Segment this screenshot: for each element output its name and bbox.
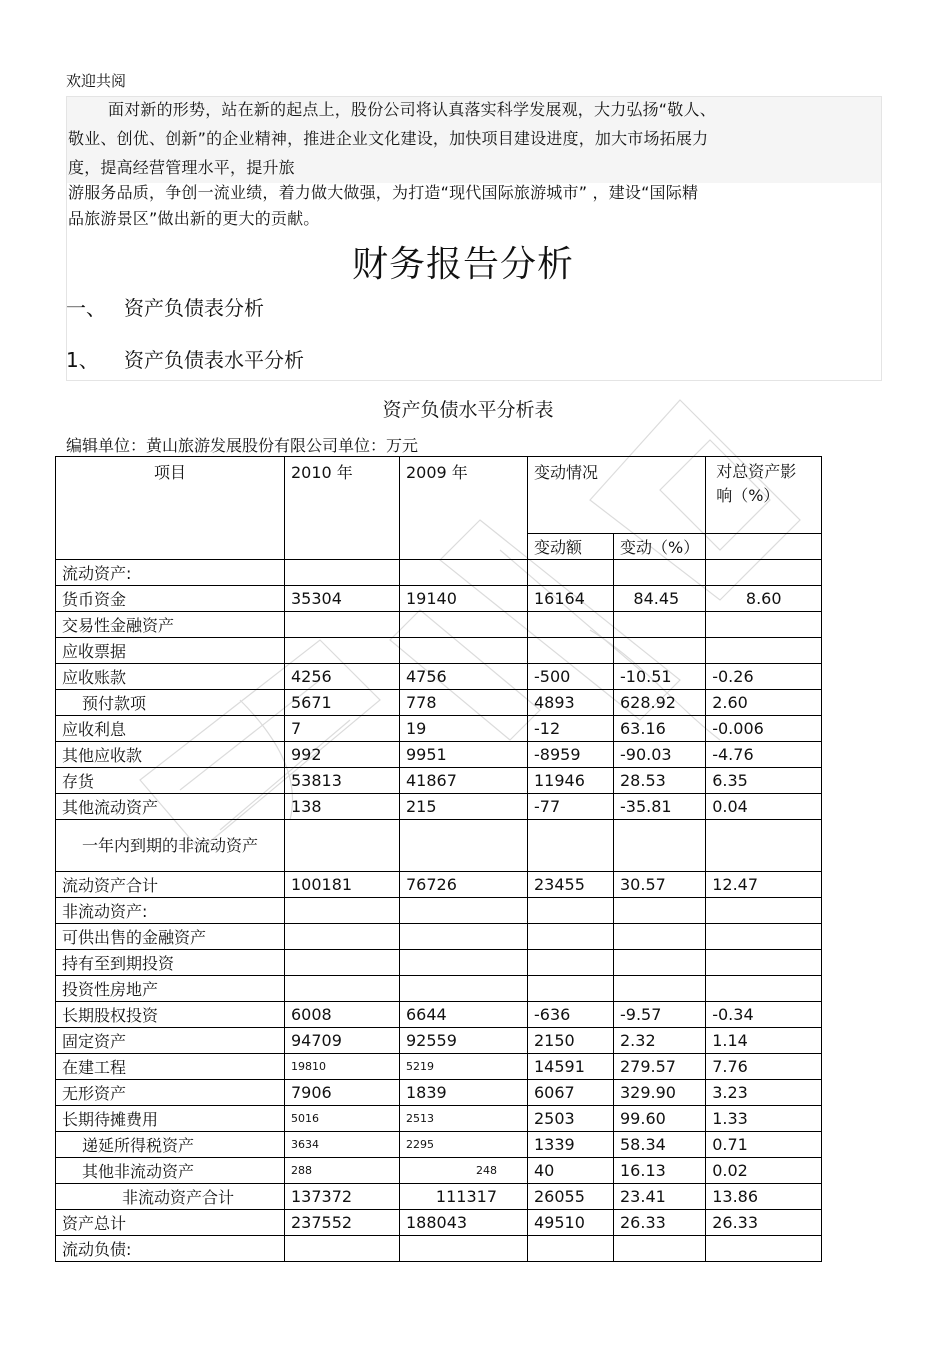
table-row xyxy=(56,1184,822,1210)
cell-change-amount: -500 xyxy=(528,664,614,690)
table-row xyxy=(56,1236,822,1262)
table-row xyxy=(56,1158,822,1184)
cell-change-pct: 63.16 xyxy=(614,716,706,742)
cell-change-pct: 628.92 xyxy=(614,690,706,716)
cell-change-amount: 26055 xyxy=(528,1184,614,1210)
cell-2010: 5016 xyxy=(285,1106,400,1132)
table-row xyxy=(56,976,822,1002)
cell-impact xyxy=(706,560,822,586)
row-item: 一年内到期的非流动资产 xyxy=(56,820,285,872)
header-change-pct: 变动（%） xyxy=(614,533,706,559)
cell-2010: 3634 xyxy=(285,1132,400,1158)
cell-2009: 2513 xyxy=(400,1106,528,1132)
table-row xyxy=(56,1210,822,1236)
row-item: 流动负债: xyxy=(56,1236,285,1262)
cell-change-pct: -9.57 xyxy=(614,1002,706,1028)
cell-2010: 94709 xyxy=(285,1028,400,1054)
cell-2009: 2295 xyxy=(400,1132,528,1158)
table-row xyxy=(56,820,822,872)
cell-change-amount: 49510 xyxy=(528,1210,614,1236)
cell-change-amount: 4893 xyxy=(528,690,614,716)
row-item: 递延所得税资产 xyxy=(56,1132,285,1158)
cell-change-pct: 58.34 xyxy=(614,1132,706,1158)
row-item: 应收利息 xyxy=(56,716,285,742)
row-item: 非流动资产合计 xyxy=(56,1184,285,1210)
cell-change-pct xyxy=(614,950,706,976)
cell-2010: 237552 xyxy=(285,1210,400,1236)
cell-change-pct: 23.41 xyxy=(614,1184,706,1210)
table-row xyxy=(56,1106,822,1132)
cell-2010: 288 xyxy=(285,1158,400,1184)
table-row xyxy=(56,768,822,794)
cell-2010: 992 xyxy=(285,742,400,768)
intro-line-3: 度，提高经营管理水平，提升旅 xyxy=(68,158,295,177)
section-heading-2 xyxy=(66,344,304,373)
cell-impact: 12.47 xyxy=(706,872,822,898)
cell-2009: 5219 xyxy=(400,1054,528,1080)
header-2009: 2009 年 xyxy=(400,457,528,560)
table-row xyxy=(56,1002,822,1028)
cell-impact: 1.33 xyxy=(706,1106,822,1132)
row-item: 无形资产 xyxy=(56,1080,285,1106)
cell-2009: 778 xyxy=(400,690,528,716)
cell-impact: -0.006 xyxy=(706,716,822,742)
cell-2010: 4256 xyxy=(285,664,400,690)
cell-impact: 6.35 xyxy=(706,768,822,794)
cell-change-amount: 16164 xyxy=(528,586,614,612)
cell-change-pct: 329.90 xyxy=(614,1080,706,1106)
cell-change-amount: 11946 xyxy=(528,768,614,794)
cell-2009 xyxy=(400,560,528,586)
cell-impact: 3.23 xyxy=(706,1080,822,1106)
row-item: 流动资产: xyxy=(56,560,285,586)
cell-impact: 1.14 xyxy=(706,1028,822,1054)
cell-2010 xyxy=(285,638,400,664)
table-title: 资产负债水平分析表 xyxy=(382,399,554,421)
cell-change-amount: 23455 xyxy=(528,872,614,898)
row-item: 货币资金 xyxy=(56,586,285,612)
cell-2009: 76726 xyxy=(400,872,528,898)
cell-change-pct xyxy=(614,638,706,664)
cell-2010 xyxy=(285,820,400,872)
cell-impact xyxy=(706,898,822,924)
cell-2010: 53813 xyxy=(285,768,400,794)
cell-impact: 26.33 xyxy=(706,1210,822,1236)
intro-line-1: 面对新的形势，站在新的起点上，股份公司将认真落实科学发展观，大力弘扬“敬人、 xyxy=(108,100,716,119)
cell-2010 xyxy=(285,560,400,586)
cell-2010: 137372 xyxy=(285,1184,400,1210)
table-row xyxy=(56,924,822,950)
cell-change-amount: -8959 xyxy=(528,742,614,768)
cell-2009 xyxy=(400,612,528,638)
header-empty xyxy=(706,533,822,559)
cell-2010 xyxy=(285,1236,400,1262)
cell-2010: 7906 xyxy=(285,1080,400,1106)
cell-change-pct: 99.60 xyxy=(614,1106,706,1132)
balance-sheet-table xyxy=(55,456,822,1262)
cell-change-amount: 6067 xyxy=(528,1080,614,1106)
table-row xyxy=(56,898,822,924)
cell-2010 xyxy=(285,898,400,924)
row-item: 应收票据 xyxy=(56,638,285,664)
cell-change-amount: 14591 xyxy=(528,1054,614,1080)
table-row xyxy=(56,872,822,898)
cell-2009: 188043 xyxy=(400,1210,528,1236)
cell-change-amount: -77 xyxy=(528,794,614,820)
cell-impact xyxy=(706,1236,822,1262)
header-impact: 对总资产影响（%） xyxy=(706,457,822,534)
cell-change-amount: 1339 xyxy=(528,1132,614,1158)
cell-change-pct xyxy=(614,560,706,586)
row-item: 长期待摊费用 xyxy=(56,1106,285,1132)
cell-impact: 13.86 xyxy=(706,1184,822,1210)
table-row xyxy=(56,742,822,768)
cell-change-pct xyxy=(614,976,706,1002)
header-item: 项目 xyxy=(56,457,285,560)
cell-impact: 7.76 xyxy=(706,1054,822,1080)
section-number-2: 1、 xyxy=(66,348,99,372)
cell-impact: 0.04 xyxy=(706,794,822,820)
row-item: 长期股权投资 xyxy=(56,1002,285,1028)
table-row xyxy=(56,1054,822,1080)
row-item: 预付款项 xyxy=(56,690,285,716)
section-title-1: 资产负债表分析 xyxy=(124,296,264,320)
row-item: 投资性房地产 xyxy=(56,976,285,1002)
cell-change-pct xyxy=(614,924,706,950)
cell-change-amount xyxy=(528,820,614,872)
cell-impact: -0.26 xyxy=(706,664,822,690)
document-title: 财务报告分析 xyxy=(351,244,574,285)
cell-change-pct: 279.57 xyxy=(614,1054,706,1080)
cell-change-pct xyxy=(614,898,706,924)
cell-change-amount xyxy=(528,1236,614,1262)
cell-2010: 5671 xyxy=(285,690,400,716)
cell-change-amount xyxy=(528,898,614,924)
cell-change-amount xyxy=(528,976,614,1002)
cell-impact xyxy=(706,820,822,872)
cell-2010: 6008 xyxy=(285,1002,400,1028)
section-heading-1 xyxy=(66,292,264,321)
cell-2009 xyxy=(400,820,528,872)
cell-2010 xyxy=(285,924,400,950)
cell-2010: 19810 xyxy=(285,1054,400,1080)
cell-impact: 0.71 xyxy=(706,1132,822,1158)
section-number-1: 一、 xyxy=(66,296,106,320)
table-row xyxy=(56,638,822,664)
cell-2009: 4756 xyxy=(400,664,528,690)
cell-change-amount xyxy=(528,612,614,638)
cell-change-pct: 26.33 xyxy=(614,1210,706,1236)
cell-impact xyxy=(706,924,822,950)
row-item: 应收账款 xyxy=(56,664,285,690)
cell-impact: 8.60 xyxy=(706,586,822,612)
intro-line-2: 敬业、创优、创新”的企业精神，推进企业文化建设，加快项目建设进度，加大市场拓展力 xyxy=(68,129,709,148)
cell-impact: 0.02 xyxy=(706,1158,822,1184)
row-item: 其他流动资产 xyxy=(56,794,285,820)
cell-2009: 1839 xyxy=(400,1080,528,1106)
cell-2009: 19 xyxy=(400,716,528,742)
cell-change-pct: -35.81 xyxy=(614,794,706,820)
cell-impact xyxy=(706,950,822,976)
section-title-2: 资产负债表水平分析 xyxy=(124,348,304,372)
cell-change-amount: 2150 xyxy=(528,1028,614,1054)
cell-change-pct: 16.13 xyxy=(614,1158,706,1184)
cell-2009 xyxy=(400,924,528,950)
row-item: 在建工程 xyxy=(56,1054,285,1080)
cell-change-pct xyxy=(614,1236,706,1262)
cell-2009 xyxy=(400,1236,528,1262)
cell-impact: 2.60 xyxy=(706,690,822,716)
cell-change-pct: 28.53 xyxy=(614,768,706,794)
cell-impact xyxy=(706,638,822,664)
cell-2009 xyxy=(400,950,528,976)
header-change-amount: 变动额 xyxy=(528,533,614,559)
header-row-1 xyxy=(56,457,822,534)
unit-line: 编辑单位：黄山旅游发展股份有限公司单位：万元 xyxy=(66,436,419,455)
row-item: 持有至到期投资 xyxy=(56,950,285,976)
cell-change-pct xyxy=(614,820,706,872)
row-item: 非流动资产: xyxy=(56,898,285,924)
cell-2009: 41867 xyxy=(400,768,528,794)
cell-2010: 100181 xyxy=(285,872,400,898)
table-row xyxy=(56,612,822,638)
intro-line-4: 游服务品质，争创一流业绩，着力做大做强，为打造“现代国际旅游城市” ，建设“国际精 xyxy=(68,183,699,202)
table-row xyxy=(56,1080,822,1106)
cell-2010: 138 xyxy=(285,794,400,820)
row-item: 存货 xyxy=(56,768,285,794)
cell-2009 xyxy=(400,976,528,1002)
table-row xyxy=(56,560,822,586)
cell-2009: 248 xyxy=(400,1158,528,1184)
cell-change-amount: 2503 xyxy=(528,1106,614,1132)
header-change: 变动情况 xyxy=(528,457,706,534)
table-row xyxy=(56,716,822,742)
cell-change-amount xyxy=(528,950,614,976)
cell-2010: 35304 xyxy=(285,586,400,612)
table-row xyxy=(56,690,822,716)
cell-2010 xyxy=(285,612,400,638)
cell-change-pct: 2.32 xyxy=(614,1028,706,1054)
cell-change-amount: -12 xyxy=(528,716,614,742)
cell-2009: 92559 xyxy=(400,1028,528,1054)
cell-change-pct: -10.51 xyxy=(614,664,706,690)
cell-2009 xyxy=(400,638,528,664)
cell-change-amount xyxy=(528,638,614,664)
cell-change-pct: 30.57 xyxy=(614,872,706,898)
row-item: 其他应收款 xyxy=(56,742,285,768)
cell-change-amount xyxy=(528,560,614,586)
header-2010: 2010 年 xyxy=(285,457,400,560)
cell-impact: -0.34 xyxy=(706,1002,822,1028)
cell-change-amount: -636 xyxy=(528,1002,614,1028)
table-row xyxy=(56,1132,822,1158)
cell-change-amount xyxy=(528,924,614,950)
row-item: 交易性金融资产 xyxy=(56,612,285,638)
cell-2009 xyxy=(400,898,528,924)
table-row xyxy=(56,664,822,690)
row-item: 可供出售的金融资产 xyxy=(56,924,285,950)
cell-impact xyxy=(706,976,822,1002)
cell-2010 xyxy=(285,976,400,1002)
cell-2009: 111317 xyxy=(400,1184,528,1210)
welcome-text: 欢迎共阅 xyxy=(66,72,127,90)
cell-2010: 7 xyxy=(285,716,400,742)
table-row xyxy=(56,950,822,976)
table-row xyxy=(56,1028,822,1054)
cell-2009: 9951 xyxy=(400,742,528,768)
cell-impact: -4.76 xyxy=(706,742,822,768)
row-item: 资产总计 xyxy=(56,1210,285,1236)
cell-2009: 215 xyxy=(400,794,528,820)
table-row xyxy=(56,794,822,820)
cell-change-amount: 40 xyxy=(528,1158,614,1184)
cell-change-pct xyxy=(614,612,706,638)
table-row xyxy=(56,586,822,612)
row-item: 其他非流动资产 xyxy=(56,1158,285,1184)
row-item: 固定资产 xyxy=(56,1028,285,1054)
cell-2009: 19140 xyxy=(400,586,528,612)
row-item: 流动资产合计 xyxy=(56,872,285,898)
intro-line-5: 品旅游景区”做出新的更大的贡献。 xyxy=(68,209,320,228)
cell-impact xyxy=(706,612,822,638)
cell-2009: 6644 xyxy=(400,1002,528,1028)
cell-change-pct: -90.03 xyxy=(614,742,706,768)
cell-change-pct: 84.45 xyxy=(614,586,706,612)
cell-2010 xyxy=(285,950,400,976)
